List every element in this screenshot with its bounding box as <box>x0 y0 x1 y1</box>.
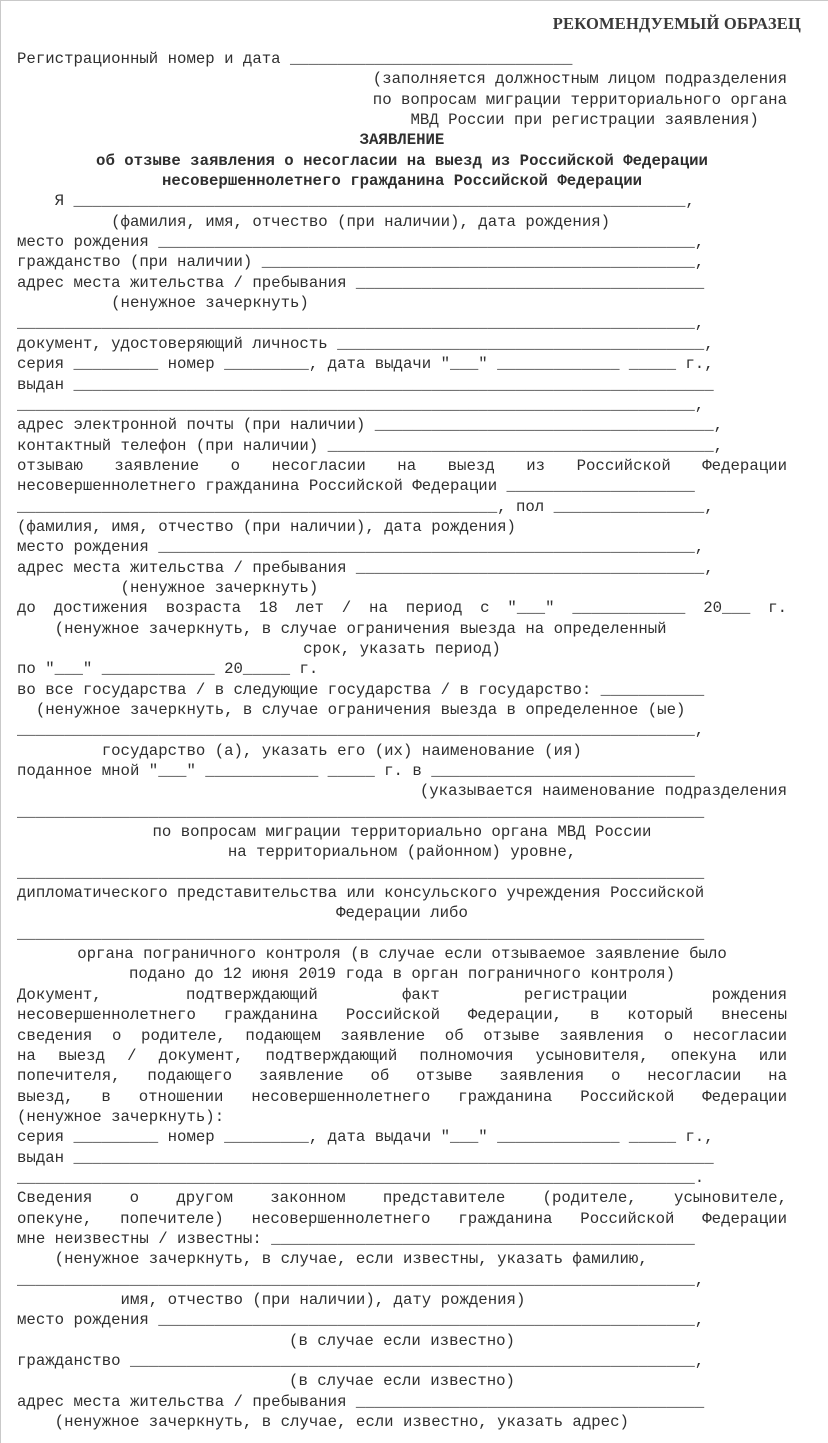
form-line: (ненужное зачеркнуть): <box>17 1107 225 1126</box>
form-line: срок, указать период) <box>303 639 501 658</box>
form-line: Регистрационный номер и дата ______________________________ <box>17 50 573 68</box>
form-line: несовершеннолетнего гражданина Российской Федерации ____________________ <box>17 477 695 496</box>
form-line: МВД России при регистрации заявления) <box>410 111 787 130</box>
form-line: на выезд / документ, подтверждающий полномочия усыновителя, опекуна или <box>17 1046 787 1065</box>
form-line: выдан ____________________________________________________________________ <box>17 1148 714 1167</box>
form-line: адрес места жительства / пребывания _____________________________________, <box>17 558 714 577</box>
form-line: об отзыве заявления о несогласии на выезд из Российской Федерации <box>96 151 708 170</box>
form-line: выезд, в отношении несовершеннолетнего гражданина Российской Федерации <box>17 1087 787 1106</box>
form-line: (в случае если известно) <box>289 1331 515 1350</box>
form-line: серия _________ номер _________, дата выдачи "___" _____________ _____ г., <box>17 355 714 374</box>
form-line: документ, удостоверяющий личность _______________________________________, <box>17 334 714 353</box>
form-line: мне неизвестны / известны: _____________________________________________ <box>17 1229 695 1248</box>
application-form-body <box>17 49 787 1432</box>
form-line: выдан ____________________________________________________________________ <box>17 375 714 394</box>
form-line: (ненужное зачеркнуть) <box>17 578 319 597</box>
form-line: (фамилия, имя, отчество (при наличии), дата рождения) <box>17 212 611 231</box>
form-line: на территориальном (районном) уровне, <box>227 843 577 862</box>
form-line: (ненужное зачеркнуть) <box>17 294 309 313</box>
form-line: по вопросам миграции территориального органа <box>372 90 787 109</box>
form-line: адрес места жительства / пребывания _____________________________________ <box>17 273 705 292</box>
form-line: ________________________________________________________________________. <box>17 1168 705 1187</box>
recommended-sample-stamp: РЕКОМЕНДУЕМЫЙ ОБРАЗЕЦ <box>552 14 801 33</box>
form-line: место рождения _________________________________________________________, <box>17 233 705 252</box>
form-line: ________________________________________________________________________, <box>17 395 705 414</box>
form-line: (заполняется должностным лицом подразделения <box>372 70 787 89</box>
form-line: Документ, подтверждающий факт регистрации рождения <box>17 985 787 1004</box>
form-line: (ненужное зачеркнуть, в случае ограничения выезда на определенный <box>17 619 667 638</box>
form-line: гражданство (при наличии) ______________________________________________, <box>17 253 705 272</box>
form-line: по вопросам миграции территориально органа МВД России <box>152 823 652 842</box>
form-line: контактный телефон (при наличии) _________________________________________, <box>17 436 724 455</box>
form-line: _________________________________________________________________________ <box>17 924 705 943</box>
form-line: дипломатического представительства или консульского учреждения Российской <box>17 884 705 903</box>
form-line: (указывается наименование подразделения <box>419 782 787 801</box>
form-line: ________________________________________________________________________, <box>17 314 705 333</box>
form-line: Сведения о другом законном представителе (родителе, усыновителе, <box>17 1189 787 1208</box>
form-line: _________________________________________________________________________ <box>17 802 705 821</box>
form-line: ЗАЯВЛЕНИЕ <box>359 131 445 150</box>
form-line: (ненужное зачеркнуть, в случае, если известно, указать адрес) <box>17 1413 629 1432</box>
form-line: (фамилия, имя, отчество (при наличии), дата рождения) <box>17 517 516 536</box>
form-line: несовершеннолетнего гражданина Российской Федерации, в который внесены <box>17 1006 787 1025</box>
form-line: Федерации либо <box>336 904 468 923</box>
form-line: имя, отчество (при наличии), дату рождения) <box>17 1290 526 1309</box>
form-line: (ненужное зачеркнуть, в случае ограничения выезда в определенное (ые) <box>17 701 686 719</box>
form-line: Я _________________________________________________________________, <box>17 192 695 211</box>
form-line: _________________________________________________________________________ <box>17 863 705 882</box>
form-line: поданное мной "___" ____________ _____ г. в ____________________________ <box>17 762 695 781</box>
form-line: серия _________ номер _________, дата выдачи "___" _____________ _____ г., <box>17 1128 714 1147</box>
form-line: (ненужное зачеркнуть, в случае, если известны, указать фамилию, <box>17 1250 648 1269</box>
form-line: опекуне, попечителе) несовершеннолетнего гражданина Российской Федерации <box>17 1209 787 1228</box>
form-line: сведения о родителе, подающем заявление об отзыве заявления о несогласии <box>17 1026 787 1045</box>
form-line: ________________________________________________________________________, <box>17 721 705 740</box>
form-line: во все государства / в следующие государства / в государство: ___________ <box>17 680 705 699</box>
form-line: ___________________________________________________, пол ________________, <box>17 497 714 516</box>
form-line: по "___" ____________ 20_____ г. <box>17 660 319 679</box>
form-line: гражданство ____________________________________________________________, <box>17 1352 705 1370</box>
form-line: до достижения возраста 18 лет / на период с "___" ____________ 20___ г. <box>17 599 787 618</box>
form-line: ________________________________________________________________________, <box>17 1270 705 1289</box>
form-line: несовершеннолетнего гражданина Российской Федерации <box>161 172 643 191</box>
form-line: (в случае если известно) <box>289 1372 515 1391</box>
form-line: адрес места жительства / пребывания _____________________________________ <box>17 1392 705 1411</box>
form-line: место рождения _________________________________________________________, <box>17 1311 705 1330</box>
form-line: государство (а), указать его (их) наименование (ия) <box>17 741 582 760</box>
form-line: подано до 12 июня 2019 года в орган пограничного контроля) <box>128 965 675 984</box>
form-line: адрес электронной почты (при наличии) ____________________________________, <box>17 416 724 435</box>
form-line: попечителя, подающего заявление об отзыве заявления о несогласии на <box>17 1067 787 1086</box>
form-line: место рождения _________________________________________________________, <box>17 538 705 557</box>
form-line: органа пограничного контроля (в случае если отзываемое заявление было <box>77 945 727 964</box>
form-line: отзываю заявление о несогласии на выезд из Российской Федерации <box>17 456 787 475</box>
